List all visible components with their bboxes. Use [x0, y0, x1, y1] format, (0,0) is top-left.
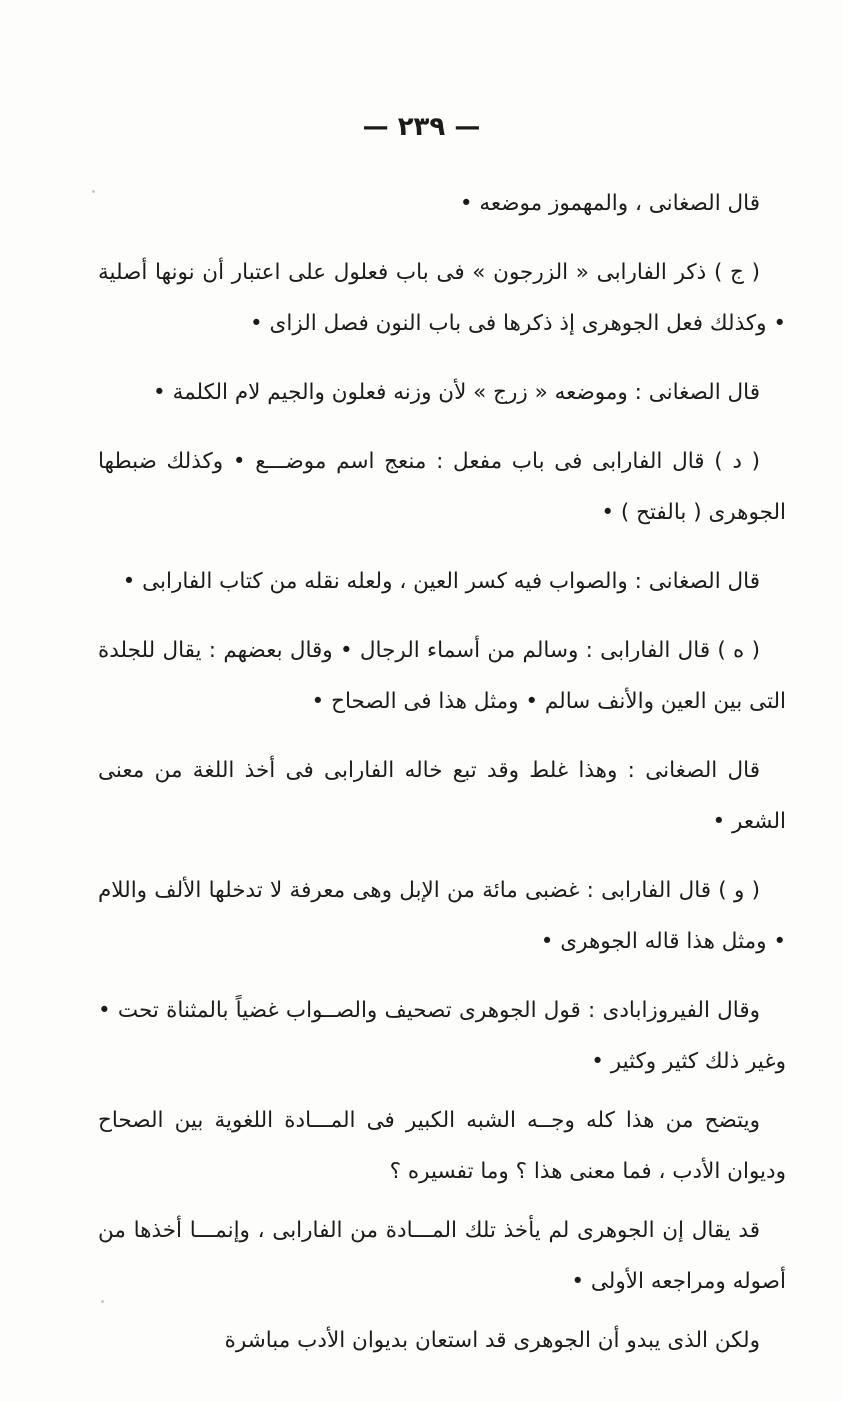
- paragraph: ويتضح من هذا كله وجــه الشبه الكبير فى المـــادة اللغوية بين الصحاح وديوان الأدب ، فما معنى هذا ؟ وما تفسيره ؟: [98, 1108, 786, 1184]
- paragraph: قد يقال إن الجوهرى لم يأخذ تلك المـــادة من الفارابى ، وإنمـــا أخذها من أصوله ومراجعه الأولى •: [98, 1218, 786, 1294]
- paragraph: وقال الفيروزابادى : قول الجوهرى تصحيف والصــواب غضياً بالمثناة تحت • وغير ذلك كثير وكثير •: [98, 998, 786, 1074]
- paragraph: ( و ) قال الفارابى : غضبى مائة من الإبل وهى معرفة لا تدخلها الألف واللام • ومثل هذا قاله الجوهرى •: [98, 878, 786, 954]
- paragraph: قال الصغانى : وهذا غلط وقد تبع خاله الفارابى فى أخذ اللغة من معنى الشعر •: [98, 758, 786, 834]
- body-text: [98, 178, 786, 1374]
- paragraph: ( ه ) قال الفارابى : وسالم من أسماء الرجال • وقال بعضهم : يقال للجلدة التى بين العين والأنف سالم • ومثل هذا فى الصحاح •: [98, 638, 786, 714]
- scan-speck: [92, 190, 95, 193]
- page-number: — ٢٣٩ —: [362, 112, 481, 142]
- paragraph: ( ج ) ذكر الفارابى « الزرجون » فى باب فعلول على اعتبار أن نونها أصلية • وكذلك فعل الجوهرى إذ ذكرها فى باب النون فصل الزاى •: [98, 260, 786, 336]
- paragraph: ( د ) قال الفارابى فى باب مفعل : منعج اسم موضـــع • وكذلك ضبطها الجوهرى ( بالفتح ) •: [98, 449, 786, 525]
- paragraph: قال الصغانى ، والمهموز موضعه •: [459, 191, 760, 216]
- scan-speck: [101, 1300, 104, 1303]
- paragraph: ولكن الذى يبدو أن الجوهرى قد استعان بديوان الأدب مباشرة: [224, 1328, 760, 1353]
- paragraph: قال الصغانى : والصواب فيه كسر العين ، ولعله نقله من كتاب الفارابى •: [122, 569, 760, 594]
- paragraph: قال الصغانى : وموضعه « زرج » لأن وزنه فعلون والجيم لام الكلمة •: [153, 380, 760, 405]
